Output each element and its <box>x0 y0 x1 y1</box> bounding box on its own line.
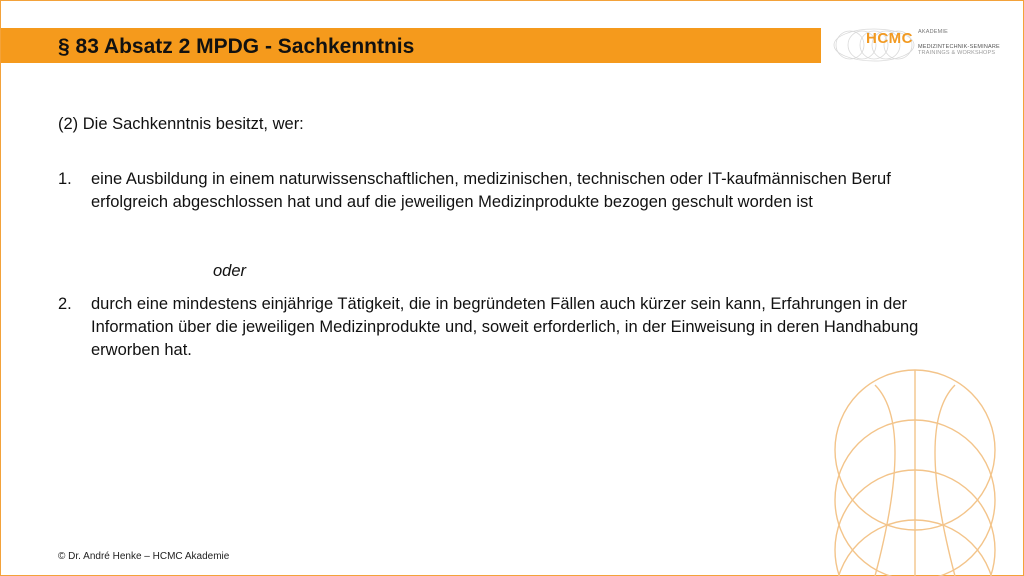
list-item-number: 2. <box>58 295 72 313</box>
list-item-text: eine Ausbildung in einem naturwissenschaftlichen, medizinischen, technischen oder IT-kaufmännischen Beruf erfolgreich abgeschlossen hat und auf die jeweiligen Medizinprodukte bezogen geschult worden ist <box>91 170 891 211</box>
intro-text: (2) Die Sachkenntnis besitzt, wer: <box>58 115 304 133</box>
list-item-number: 1. <box>58 170 72 188</box>
decorative-circles-icon <box>830 365 1000 576</box>
logo-line-akademie: AKADEMIE <box>918 29 949 35</box>
logo-line-seminare: MEDIZINTECHNIK-SEMINARE <box>918 44 1000 50</box>
hcmc-logo <box>832 26 1002 64</box>
connector-oder: oder <box>213 262 247 280</box>
slide-title: § 83 Absatz 2 MPDG - Sachkenntnis <box>58 35 415 58</box>
logo-brand: HCMC <box>866 30 913 47</box>
footer-copyright: © Dr. André Henke – HCMC Akademie <box>58 551 230 562</box>
logo-line-trainings: TRAININGS & WORKSHOPS <box>918 50 996 56</box>
list-item-text: durch eine mindestens einjährige Tätigkeit, die in begründeten Fällen auch kürzer sein kann, Erfahrungen in der Information über die jeweiligen Medizinprodukte und, soweit erforderlich, in der Einweisung in deren Handhabung erworben hat. <box>91 295 919 359</box>
